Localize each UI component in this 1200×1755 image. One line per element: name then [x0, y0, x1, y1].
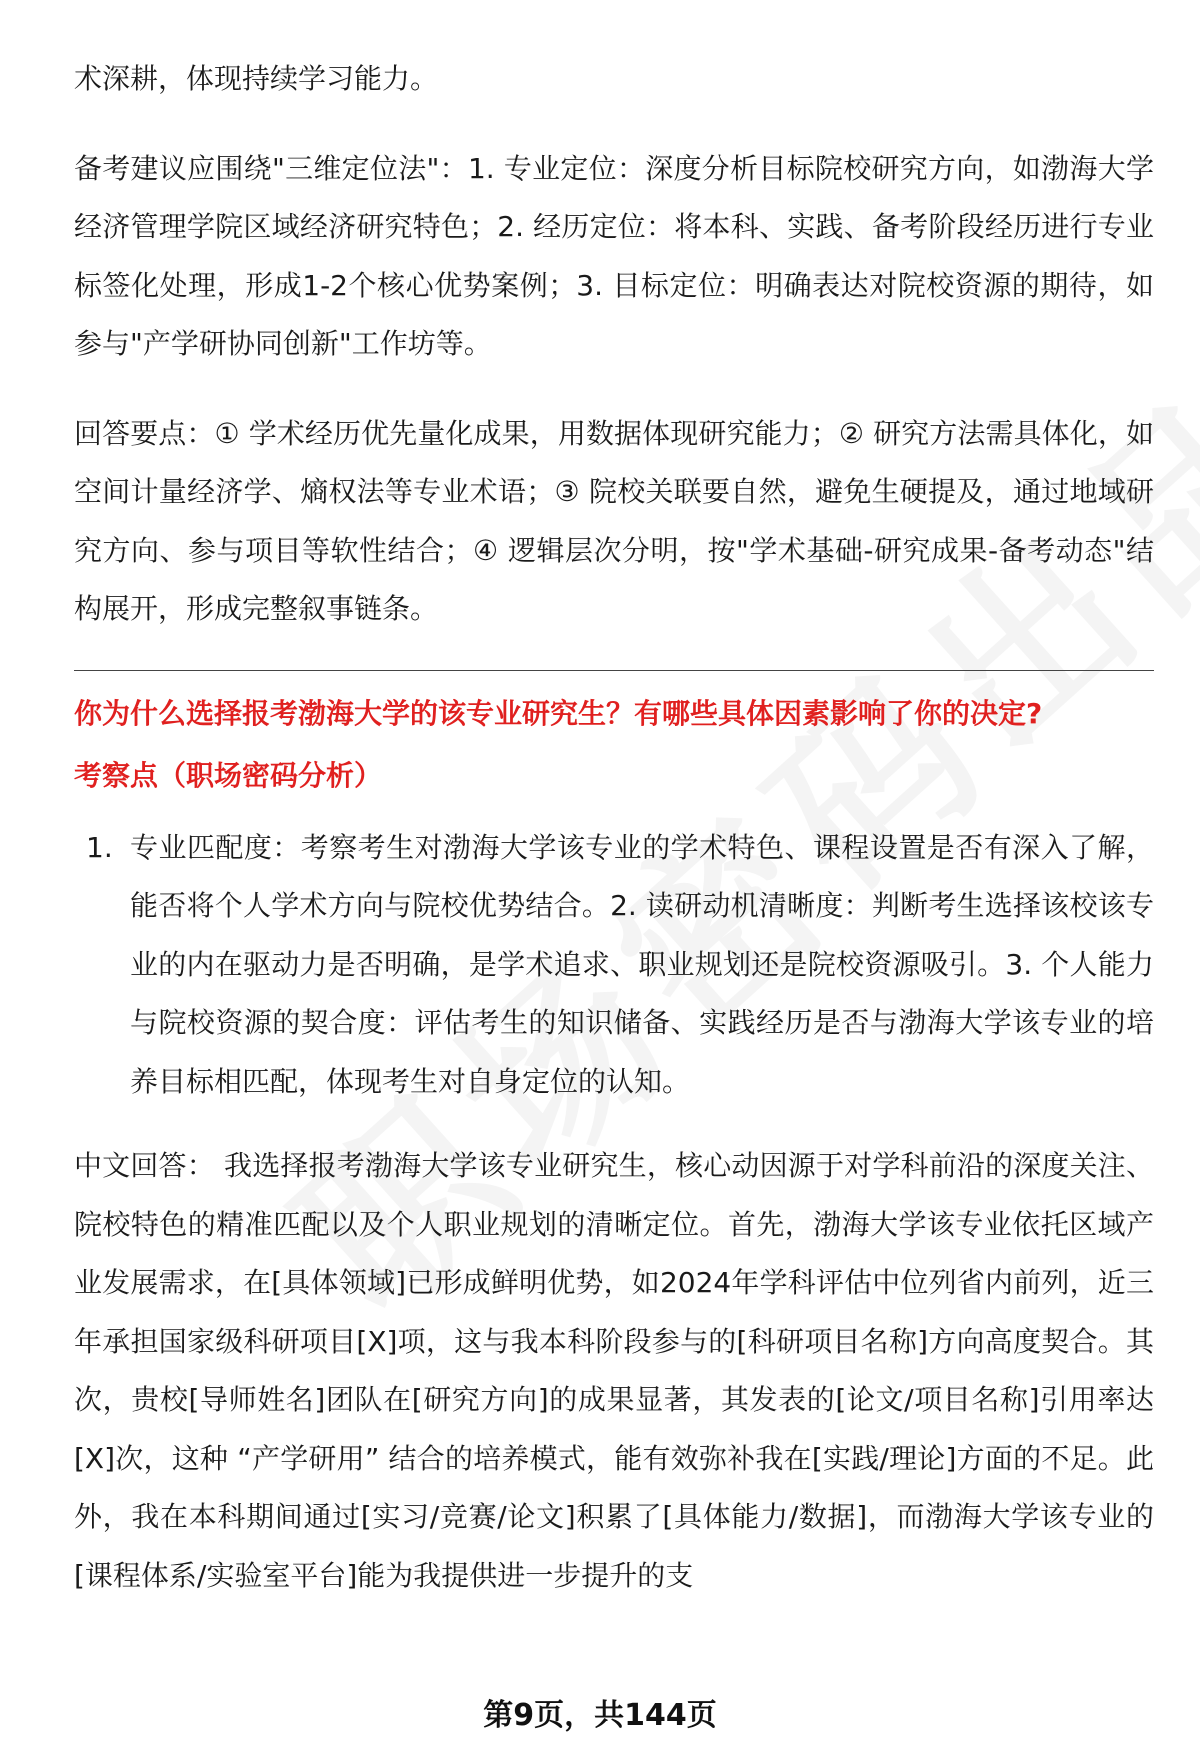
- page-content: [74, 50, 1154, 1636]
- section-heading: 考察点（职场密码分析）: [74, 758, 383, 792]
- question-heading: 你为什么选择报考渤海大学的该专业研究生？有哪些具体因素影响了你的决定?: [74, 696, 1043, 730]
- paragraph-answer-points: 回答要点：① 学术经历优先量化成果，用数据体现研究能力；② 研究方法需具体化，如空间计量经济学、熵权法等专业术语；③ 院校关联要自然，避免生硬提及，通过地域研究方向、参与项目等软性结合；④ 逻辑层次分明，按"学术基础-研究成果-备考动态"结构展开，形成完整叙事链条。: [74, 416, 1154, 625]
- section-divider: [74, 670, 1154, 671]
- list-item-number: 1.: [86, 830, 113, 864]
- paragraph-chinese-answer: 中文回答： 我选择报考渤海大学该专业研究生，核心动因源于对学科前沿的深度关注、院校特色的精准匹配以及个人职业规划的清晰定位。首先，渤海大学该专业依托区域产业发展需求，在[具体领域]已形成鲜明优势，如2024年学科评估中位列省内前列，近三年承担国家级科研项目[X]项，这与我本科阶段参与的[科研项目名称]方向高度契合。其次，贵校[导师姓名]团队在[研究方向]的成果显著，其发表的[论文/项目名称]引用率达[X]次，这种 “产学研用” 结合的培养模式，能有效弥补我在[实践/理论]方面的不足。此外，我在本科期间通过[实习/竞赛/论文]积累了[具体能力/数据]，而渤海大学该专业的[课程体系/实验室平台]能为我提供进一步提升的支: [74, 1149, 1154, 1592]
- assessment-points-list: [74, 819, 1154, 1112]
- paragraph-continuation: 术深耕，体现持续学习能力。: [74, 62, 439, 95]
- list-item-text: 专业匹配度：考察考生对渤海大学该专业的学术特色、课程设置是否有深入了解，能否将个人学术方向与院校优势结合。2. 读研动机清晰度：判断考生选择该校该专业的内在驱动力是否明确，是学术追求、职业规划还是院校资源吸引。3. 个人能力与院校资源的契合度：评估考生的知识储备、实践经历是否与渤海大学该专业的培养目标相匹配，体现考生对自身定位的认知。: [130, 830, 1154, 1098]
- list-item: [74, 819, 1154, 1112]
- page-number-footer: 第9页，共144页: [483, 1698, 717, 1733]
- paragraph-prep-advice: 备考建议应围绕"三维定位法"：1. 专业定位：深度分析目标院校研究方向，如渤海大学经济管理学院区域经济研究特色；2. 经历定位：将本科、实践、备考阶段经历进行专业标签化处理，形成1-2个核心优势案例；3. 目标定位：明确表达对院校资源的期待，如参与"产学研协同创新"工作坊等。: [74, 151, 1154, 360]
